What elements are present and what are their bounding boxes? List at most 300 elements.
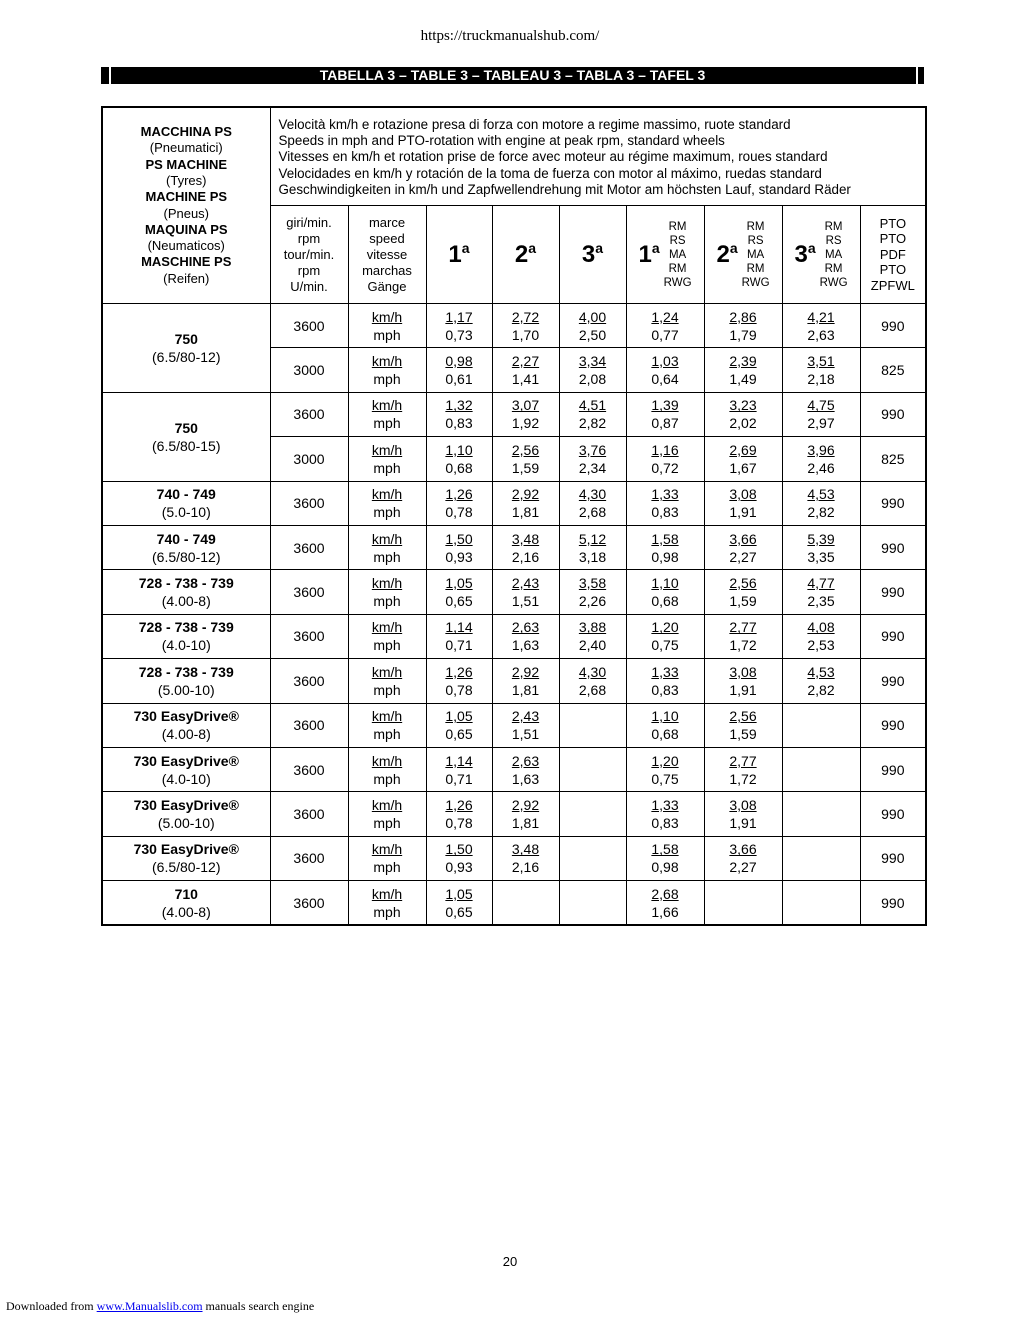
mph-value: 0,93 [445,859,473,876]
speed-value-cell [559,881,626,925]
value-pair [493,618,559,654]
mph-value: 2,34 [578,459,607,476]
value-pair [493,530,559,566]
gear-superscript: a [595,240,604,257]
kmh-value: 1,05 [445,575,473,592]
pto-cell: 990 [860,614,926,658]
gear-superscript: a [807,240,816,257]
mph-value: 1,81 [511,681,540,698]
value-pair [427,840,492,876]
speed-value-cell [626,525,704,569]
reverse-label-line: RWG [819,276,848,289]
mph-value: 0,98 [651,859,679,876]
kmh-value: 2,86 [729,308,757,325]
value-pair [627,396,704,432]
kmh-value: 2,69 [729,441,757,458]
speed-value-cell [426,703,492,747]
kmh-value: 1,58 [651,841,679,858]
unit-mph: mph [373,548,401,565]
kmh-value: 1,03 [651,353,679,370]
value-pair [783,441,860,477]
rpm-cell: 3600 [270,570,348,614]
speed-value-cell [426,659,492,703]
speed-value-cell [782,747,860,791]
table-row [102,747,926,791]
machine-cell [102,747,270,791]
speed-value-cell [426,304,492,348]
speed-value-cell [626,659,704,703]
pto-cell: 990 [860,525,926,569]
footer-prefix: Downloaded from [6,1299,97,1313]
unit-pair [349,618,426,654]
speed-value-cell [559,525,626,569]
rpm-cell: 3600 [270,525,348,569]
pto-label-line: PTO [879,231,907,247]
mph-value: 1,59 [729,593,757,610]
unit-kmh: km/h [371,797,403,813]
reverse-label [742,220,770,290]
speed-value-cell [492,392,559,436]
machine-label-normal: (Tyres) [166,172,207,188]
unit-kmh: km/h [371,752,403,769]
mph-value: 2,53 [807,637,835,654]
kmh-value: 2,56 [729,708,757,725]
mph-value: 3,35 [807,548,835,565]
value-pair [427,885,492,921]
reverse-gear-wrap [627,220,704,290]
kmh-value: 2,92 [511,797,540,813]
unit-cell [348,747,426,791]
speed-value-cell [704,437,782,481]
value-pair [783,396,860,432]
kmh-value: 1,10 [651,708,679,725]
kmh-value: 1,05 [445,708,473,725]
tyre-size: (4.00-8) [161,903,211,920]
value-pair [627,752,704,788]
table-title: TABELLA 3 – TABLE 3 – TABLEAU 3 – TABLA 3 – TAFEL 3 [101,67,924,84]
kmh-value: 2,63 [511,619,540,636]
table-row [102,792,926,836]
mph-value: 1,63 [511,770,540,787]
kmh-value: 1,14 [445,619,473,636]
value-pair [705,441,782,477]
machine-header-cell [102,107,270,304]
mph-value: 0,75 [651,637,679,654]
value-pair [427,574,492,610]
value-pair [560,574,626,610]
machine-name: 740 - 749 [156,486,216,503]
value-pair [493,396,559,432]
machine-cell [102,614,270,658]
kmh-value: 3,51 [807,353,835,370]
value-pair [560,308,626,344]
mph-value: 1,72 [729,637,757,654]
mph-value: 0,75 [651,770,679,787]
reverse-label-line: MA [668,248,687,261]
speed-value-cell [559,703,626,747]
reverse-label-line: RS [669,234,686,247]
rpm-cell: 3600 [270,304,348,348]
value-pair [705,840,782,876]
value-pair [427,752,492,788]
machine-label-bold: MACHINE PS [145,189,228,205]
kmh-value: 2,72 [511,308,540,325]
speed-value-cell [704,747,782,791]
pto-cell: 990 [860,836,926,880]
reverse-gear-header [782,206,860,304]
mph-value: 1,41 [511,371,540,388]
unit-pair [349,796,426,832]
unit-mph: mph [373,371,401,388]
site-url[interactable]: https://truckmanualshub.com/ [420,28,600,44]
machine-label-normal: (Pneus) [163,205,210,221]
unit-mph: mph [373,459,401,476]
speed-value-cell [782,836,860,880]
value-pair [627,308,704,344]
unit-mph: mph [373,815,401,831]
speed-value-cell [559,659,626,703]
value-pair [493,574,559,610]
machine-cell [102,525,270,569]
value-pair [627,618,704,654]
speed-value-cell [626,392,704,436]
mph-value: 0,83 [651,504,679,521]
kmh-value: 1,26 [445,486,473,503]
pto-cell: 990 [860,570,926,614]
pto-label-line: PTO [879,262,907,278]
speed-value-cell [426,348,492,392]
kmh-value: 1,10 [445,441,473,458]
kmh-value: 4,08 [807,619,835,636]
mph-value: 1,91 [729,815,757,831]
speed-value-cell [626,481,704,525]
reverse-gear-wrap [705,220,782,290]
value-pair [427,663,492,699]
value-pair [427,352,492,388]
speed-value-cell [782,570,860,614]
mph-value: 0,83 [445,415,473,432]
kmh-value: 4,30 [578,486,607,503]
mph-value: 2,35 [807,593,835,610]
reverse-gear-number: 2$^a$ [716,240,738,269]
mph-value: 0,73 [445,326,473,343]
unit-pair [349,840,426,876]
pto-cell: 990 [860,481,926,525]
kmh-value: 1,32 [445,397,473,414]
speed-value-cell [492,703,559,747]
speed-table [101,106,927,926]
mph-value: 2,97 [807,415,835,432]
speed-label-line: vitesse [366,246,408,262]
unit-mph: mph [373,415,401,432]
value-pair [493,840,559,876]
rpm-cell: 3600 [270,881,348,925]
unit-cell [348,881,426,925]
description-line: Speeds in mph and PTO-rotation with engine at peak rpm, standard wheels [278,133,725,149]
unit-mph: mph [373,859,401,876]
rpm-label-cell [270,206,348,304]
table-row [102,392,926,436]
kmh-value: 2,39 [729,353,757,370]
unit-cell [348,392,426,436]
mph-value: 2,08 [578,371,607,388]
speed-value-cell [492,525,559,569]
value-pair [705,352,782,388]
speed-value-cell [492,792,559,836]
unit-mph: mph [373,681,401,698]
kmh-value: 4,00 [578,308,607,325]
kmh-value: 1,20 [651,752,679,769]
unit-kmh: km/h [371,530,403,547]
mph-value: 2,18 [807,371,835,388]
mph-value: 2,46 [807,459,835,476]
tyre-size: (5.00-10) [157,815,215,831]
table-row [102,525,926,569]
speed-value-cell [492,304,559,348]
speed-value-cell [782,881,860,925]
value-pair [627,352,704,388]
mph-value: 1,59 [729,726,757,743]
description-line: Geschwindigkeiten in km/h und Zapfwellendrehung mit Motor am höchsten Lauf, standard Räder [278,181,851,197]
value-pair [627,840,704,876]
unit-kmh: km/h [371,885,403,902]
rpm-cell: 3000 [270,348,348,392]
unit-pair [349,396,426,432]
value-pair [627,441,704,477]
description-line: Velocidades en km/h y rotación de la toma de fuerza con motor al máximo, ruedas standard [278,165,822,181]
value-pair [427,530,492,566]
mph-value: 2,82 [578,415,607,432]
reverse-gear-number: 3$^a$ [794,240,816,269]
rpm-label-line: rpm [297,230,321,246]
value-pair [560,441,626,477]
machine-label-bold: MASCHINE PS [141,254,232,270]
rpm-label-line: rpm [297,262,321,278]
table-row [102,614,926,658]
table-row [102,881,926,925]
unit-cell [348,614,426,658]
kmh-value: 4,53 [807,663,835,680]
speed-value-cell [626,304,704,348]
value-pair [783,618,860,654]
machine-name: 728 - 738 - 739 [138,619,234,636]
value-pair [493,707,559,743]
mph-value: 0,65 [445,903,473,920]
value-pair [560,618,626,654]
machine-cell [102,392,270,481]
value-pair [705,530,782,566]
speed-value-cell [704,659,782,703]
kmh-value: 3,08 [729,486,757,503]
kmh-value: 3,66 [729,841,757,858]
mph-value: 2,63 [807,326,835,343]
speed-value-cell [782,304,860,348]
rpm-cell: 3600 [270,836,348,880]
machine-cell [102,881,270,925]
tyre-size: (4.00-8) [161,593,211,610]
value-pair [427,396,492,432]
gear-header [426,206,492,304]
speed-value-cell [492,614,559,658]
unit-cell [348,481,426,525]
page-number: 20 [502,1254,518,1269]
kmh-value: 2,43 [511,708,540,725]
kmh-value: 2,92 [511,486,540,503]
mph-value: 0,68 [651,726,679,743]
mph-value: 0,71 [445,770,473,787]
speed-value-cell [626,348,704,392]
speed-value-cell [626,614,704,658]
value-pair [783,530,860,566]
speed-value-cell [704,392,782,436]
speed-value-cell [426,792,492,836]
reverse-label-line: RM [824,220,843,233]
speed-value-cell [626,836,704,880]
kmh-value: 2,92 [511,663,540,680]
value-pair [627,530,704,566]
speed-value-cell [426,614,492,658]
mph-value: 1,91 [729,504,757,521]
value-pair [493,796,559,832]
table-row [102,659,926,703]
gear-superscript: a [651,240,660,257]
value-pair [493,752,559,788]
tyre-size: (6.5/80-15) [152,437,221,454]
speed-value-cell [559,437,626,481]
speed-value-cell [559,481,626,525]
value-pair [427,707,492,743]
mph-value: 1,51 [511,726,540,743]
manualslib-link[interactable]: www.Manualslib.com [96,1299,203,1313]
mph-value: 0,65 [445,593,473,610]
pto-cell: 825 [860,348,926,392]
mph-value: 0,78 [445,681,473,698]
tyre-size: (6.5/80-12) [152,548,221,565]
speed-value-cell [704,525,782,569]
machine-cell [102,703,270,747]
unit-kmh: km/h [371,308,403,325]
kmh-value: 2,43 [511,575,540,592]
pto-cell: 990 [860,747,926,791]
value-pair [627,485,704,521]
mph-value: 1,49 [729,371,757,388]
mph-value: 0,78 [445,815,473,831]
tyre-size: (4.0-10) [161,770,211,787]
kmh-value: 3,58 [578,575,607,592]
value-pair [493,308,559,344]
kmh-value: 3,07 [511,397,540,414]
speed-value-cell [782,392,860,436]
mph-value: 1,72 [729,770,757,787]
tyre-size: (6.5/80-12) [152,348,221,365]
value-pair [705,796,782,832]
kmh-value: 3,88 [578,619,607,636]
kmh-value: 2,68 [651,885,679,902]
speed-value-cell [782,614,860,658]
table-row [102,304,926,348]
mph-value: 2,27 [729,548,757,565]
gear-number: 2 [514,241,529,269]
mph-value: 1,92 [511,415,540,432]
pto-label-line: PDF [879,246,906,262]
mph-value: 0,65 [445,726,473,743]
value-pair [493,485,559,521]
speed-value-cell [626,570,704,614]
kmh-value: 3,08 [729,797,757,813]
value-pair [560,352,626,388]
machine-name: 730 EasyDrive® [133,797,239,813]
mph-value: 2,68 [578,681,607,698]
kmh-value: 4,77 [807,575,835,592]
value-pair [705,707,782,743]
speed-value-cell [782,481,860,525]
speed-label-line: marce [368,214,406,230]
unit-cell [348,659,426,703]
unit-cell [348,703,426,747]
value-pair [783,485,860,521]
rpm-cell: 3600 [270,659,348,703]
value-pair [705,485,782,521]
kmh-value: 3,76 [578,441,607,458]
pto-cell: 990 [860,304,926,348]
speed-value-cell [426,570,492,614]
unit-mph: mph [373,770,401,787]
pto-label-line: ZPFWL [870,277,915,293]
table-row [102,570,926,614]
unit-mph: mph [373,903,401,920]
kmh-value: 3,48 [511,530,540,547]
unit-kmh: km/h [371,397,403,414]
speed-label-line: speed [369,230,405,246]
unit-pair [349,574,426,610]
speed-value-cell [626,792,704,836]
reverse-label-line: RM [824,262,843,275]
gear-header [559,206,626,304]
mph-value: 1,81 [511,815,540,831]
speed-value-cell [426,437,492,481]
unit-pair [349,707,426,743]
rpm-label-line: giri/min. [286,214,332,230]
pto-header [860,206,926,304]
mph-value: 0,93 [445,548,473,565]
speed-value-cell [559,304,626,348]
gear-header [492,206,559,304]
unit-pair [349,485,426,521]
reverse-gear-header [704,206,782,304]
machine-cell [102,570,270,614]
reverse-label-line: RM [668,262,687,275]
mph-value: 2,50 [578,326,607,343]
speed-value-cell [559,792,626,836]
speed-value-cell [626,437,704,481]
reverse-label [664,220,692,290]
machine-name: 730 EasyDrive® [133,708,239,725]
unit-kmh: km/h [371,353,403,370]
tyre-size: (6.5/80-12) [152,859,221,876]
value-pair [560,396,626,432]
machine-name: 750 [174,330,198,347]
speed-description-cell [270,107,926,206]
kmh-value: 1,50 [445,530,473,547]
speed-value-cell [559,570,626,614]
kmh-value: 0,98 [445,353,473,370]
unit-mph: mph [373,637,401,654]
rpm-cell: 3600 [270,481,348,525]
speed-value-cell [559,614,626,658]
kmh-value: 1,16 [651,441,679,458]
value-pair [783,308,860,344]
reverse-label-line: MA [824,248,843,261]
